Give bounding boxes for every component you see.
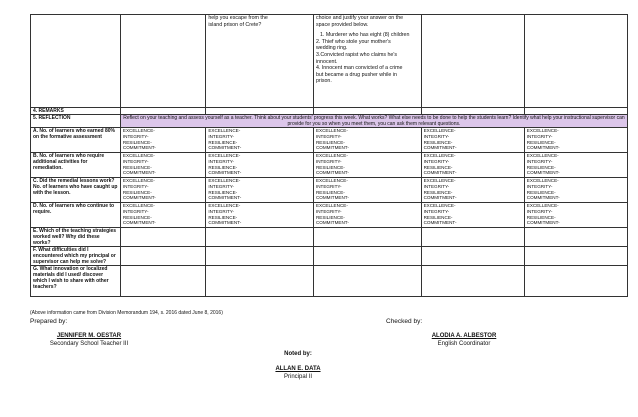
value-line: RESILIENCE-	[315, 214, 345, 220]
value-cell[interactable]	[313, 178, 421, 203]
value-line: RESILIENCE-	[423, 139, 453, 145]
day-cell	[206, 15, 314, 108]
answer-cell[interactable]	[206, 247, 314, 266]
value-line: EXCELLENCE-	[423, 178, 456, 183]
choice-item: innocent.	[315, 58, 338, 65]
value-line: RESILIENCE-	[315, 189, 345, 195]
value-cell[interactable]	[524, 128, 627, 153]
value-line: COMMITMENT-	[315, 170, 349, 176]
value-line: COMMITMENT-	[122, 145, 156, 151]
value-line: EXCELLENCE-	[122, 178, 155, 183]
dll-table	[30, 14, 628, 297]
value-line: RESILIENCE-	[423, 189, 453, 195]
answer-cell[interactable]	[120, 228, 205, 247]
value-line: INTEGRITY-	[122, 208, 149, 214]
reflection-row	[31, 115, 628, 128]
answer-cell[interactable]	[120, 247, 205, 266]
value-cell[interactable]	[206, 178, 314, 203]
value-line: COMMITMENT-	[423, 195, 457, 201]
prepared-by-label: Prepared by:	[30, 318, 68, 325]
value-line: RESILIENCE-	[208, 214, 238, 220]
value-line: COMMITMENT-	[526, 170, 560, 176]
checked-by-label: Checked by:	[386, 318, 423, 325]
value-line: INTEGRITY-	[208, 133, 234, 139]
value-line: INTEGRITY-	[526, 158, 553, 164]
checker-name: ALODIA A. ALBESTOR	[431, 333, 497, 339]
value-line: INTEGRITY-	[315, 183, 342, 189]
answer-cell[interactable]	[421, 247, 524, 266]
value-line: RESILIENCE-	[122, 164, 152, 170]
text-line: help you escape from the	[208, 15, 268, 21]
learner-count-row	[31, 128, 628, 153]
value-line: COMMITMENT-	[208, 170, 242, 176]
value-line: COMMITMENT-	[423, 170, 457, 176]
remarks-row	[31, 108, 628, 115]
choice-item: 1. Murderer who has eight (8) children	[319, 32, 410, 39]
remarks-label: 4. REMARKS	[31, 108, 121, 115]
value-line: INTEGRITY-	[423, 158, 450, 164]
value-line: COMMITMENT-	[208, 195, 242, 201]
value-cell[interactable]	[120, 203, 205, 228]
answer-cell[interactable]	[206, 266, 314, 297]
value-cell[interactable]	[120, 178, 205, 203]
value-cell[interactable]	[120, 128, 205, 153]
reflection-question-row	[31, 266, 628, 297]
value-line: INTEGRITY-	[423, 183, 450, 189]
choice-item: 2. Thief who stole your mother's	[315, 38, 391, 45]
value-line: EXCELLENCE-	[423, 203, 456, 208]
choice-item: prison.	[315, 78, 332, 85]
label-cell	[31, 15, 121, 108]
value-line: INTEGRITY-	[315, 133, 342, 139]
row-label: F. What difficulties did I encountered which my principal or supervisor can help me solve?	[31, 247, 121, 266]
answer-cell[interactable]	[421, 228, 524, 247]
value-line: EXCELLENCE-	[122, 128, 155, 133]
value-cell[interactable]	[206, 203, 314, 228]
value-line: RESILIENCE-	[122, 139, 152, 145]
noter-title: Principal II	[283, 374, 312, 380]
answer-cell[interactable]	[421, 266, 524, 297]
value-line: EXCELLENCE-	[315, 128, 348, 133]
day-cell	[421, 15, 524, 108]
choice-item: 3.Convicted rapist who claims he's	[315, 51, 398, 58]
day-cell	[524, 15, 627, 108]
day-cell	[206, 108, 314, 115]
learner-count-row	[31, 153, 628, 178]
row-label: B. No. of learners who require additional activities for remediation.	[31, 153, 121, 178]
value-line: COMMITMENT-	[526, 145, 560, 151]
value-line: RESILIENCE-	[423, 164, 453, 170]
value-cell[interactable]	[313, 128, 421, 153]
value-line: RESILIENCE-	[122, 214, 152, 220]
value-cell[interactable]	[313, 153, 421, 178]
value-cell[interactable]	[120, 153, 205, 178]
value-cell[interactable]	[421, 128, 524, 153]
value-line: INTEGRITY-	[208, 208, 234, 214]
value-line: RESILIENCE-	[208, 189, 238, 195]
value-line: COMMITMENT-	[208, 145, 242, 151]
value-line: RESILIENCE-	[526, 189, 556, 195]
value-line: COMMITMENT-	[315, 220, 349, 226]
value-line: RESILIENCE-	[122, 189, 152, 195]
value-line: EXCELLENCE-	[122, 203, 155, 208]
text-line: choice and justify your answer on the	[315, 15, 404, 21]
row-label: E. Which of the teaching strategies worked well? Why did these works?	[31, 228, 121, 247]
memo-note: (Above information came from Division Memorandum 194, s. 2016 dated June 8, 2016)	[30, 310, 223, 316]
day-cell	[313, 108, 421, 115]
reflection-instructions: Reflect on your teaching and assess yourself as a teacher. Think about your students' progress this week. What works? What else needs to be done to help the students learn? Identify what help your instructional supervisor can provide for you so when you meet them, you can ask them relevant questions.	[120, 115, 627, 128]
value-line: EXCELLENCE-	[208, 153, 241, 158]
value-line: RESILIENCE-	[423, 214, 453, 220]
value-line: RESILIENCE-	[526, 164, 556, 170]
row-label: G. What innovation or localized materials did I used/ discover which I wish to share with other teachers?	[31, 266, 121, 297]
learner-count-row	[31, 203, 628, 228]
value-line: COMMITMENT-	[122, 170, 156, 176]
value-line: COMMITMENT-	[208, 220, 242, 226]
text-line: space provided below.	[315, 21, 369, 28]
value-line: INTEGRITY-	[208, 158, 234, 164]
row-label: C. Did the remedial lessons work? No. of learners who have caught up with the lesson.	[31, 178, 121, 203]
procedure-continuation-row	[31, 15, 628, 108]
learner-count-row	[31, 178, 628, 203]
value-line: INTEGRITY-	[122, 133, 149, 139]
value-line: EXCELLENCE-	[122, 153, 155, 158]
value-line: RESILIENCE-	[208, 164, 238, 170]
value-line: EXCELLENCE-	[526, 203, 559, 208]
value-line: COMMITMENT-	[526, 195, 560, 201]
choice-item: 4. Innocent man convicted of a crime	[315, 65, 403, 72]
choice-item: wedding ring.	[315, 45, 348, 52]
value-cell[interactable]	[421, 178, 524, 203]
value-line: INTEGRITY-	[122, 183, 149, 189]
value-cell[interactable]	[524, 153, 627, 178]
value-line: COMMITMENT-	[526, 220, 560, 226]
value-line: INTEGRITY-	[423, 208, 450, 214]
value-line: EXCELLENCE-	[315, 153, 348, 158]
value-line: RESILIENCE-	[526, 214, 556, 220]
value-line: EXCELLENCE-	[526, 153, 559, 158]
answer-cell[interactable]	[120, 266, 205, 297]
learner-count-rows	[31, 128, 628, 228]
reflection-question-row	[31, 228, 628, 247]
value-cell[interactable]	[313, 203, 421, 228]
day-cell	[120, 108, 205, 115]
noter-name: ALLAN E. DATA	[275, 366, 321, 372]
value-cell[interactable]	[206, 153, 314, 178]
answer-cell[interactable]	[313, 247, 421, 266]
value-line: INTEGRITY-	[122, 158, 149, 164]
value-cell[interactable]	[524, 178, 627, 203]
text-line: island prison of Crete?	[208, 21, 262, 28]
value-cell[interactable]	[421, 153, 524, 178]
day-cell	[524, 108, 627, 115]
value-line: COMMITMENT-	[315, 145, 349, 151]
value-line: EXCELLENCE-	[526, 128, 559, 133]
noted-by-label: Noted by:	[284, 351, 312, 357]
value-line: EXCELLENCE-	[315, 203, 348, 208]
value-line: INTEGRITY-	[526, 183, 553, 189]
value-line: EXCELLENCE-	[315, 178, 348, 183]
reflection-question-rows	[31, 228, 628, 297]
answer-cell[interactable]	[313, 228, 421, 247]
preparer-name: JENNIFER M. OESTAR	[56, 333, 122, 339]
value-line: RESILIENCE-	[526, 139, 556, 145]
choice-item: but became a drug pusher while in	[315, 71, 397, 78]
value-cell[interactable]	[421, 203, 524, 228]
value-line: COMMITMENT-	[423, 220, 457, 226]
value-line: RESILIENCE-	[315, 164, 345, 170]
day-cell	[313, 15, 421, 108]
value-line: RESILIENCE-	[208, 139, 238, 145]
value-line: EXCELLENCE-	[208, 203, 241, 208]
value-cell[interactable]	[206, 128, 314, 153]
row-label: D. No. of learners who continue to require.	[31, 203, 121, 228]
row-label: A. No. of learners who earned 80% on the formative assessment	[31, 128, 121, 153]
value-line: COMMITMENT-	[122, 195, 156, 201]
value-line: EXCELLENCE-	[208, 128, 241, 133]
value-line: COMMITMENT-	[315, 195, 349, 201]
value-line: RESILIENCE-	[315, 139, 345, 145]
day-cell	[421, 108, 524, 115]
value-line: INTEGRITY-	[526, 133, 553, 139]
value-line: INTEGRITY-	[526, 208, 553, 214]
value-line: EXCELLENCE-	[208, 178, 241, 183]
value-line: EXCELLENCE-	[423, 153, 456, 158]
reflection-label: 5. REFLECTION	[31, 115, 121, 128]
reflection-question-row	[31, 247, 628, 266]
value-cell[interactable]	[524, 203, 627, 228]
preparer-title: Secondary School Teacher III	[49, 341, 129, 347]
value-line: INTEGRITY-	[315, 158, 342, 164]
answer-cell[interactable]	[313, 266, 421, 297]
day-cell	[120, 15, 205, 108]
value-line: COMMITMENT-	[423, 145, 457, 151]
value-line: INTEGRITY-	[315, 208, 342, 214]
value-line: EXCELLENCE-	[423, 128, 456, 133]
value-line: EXCELLENCE-	[526, 178, 559, 183]
checker-title: English Coordinator	[437, 341, 491, 347]
value-line: INTEGRITY-	[208, 183, 234, 189]
answer-cell[interactable]	[524, 247, 627, 266]
value-line: COMMITMENT-	[122, 220, 156, 226]
answer-cell[interactable]	[206, 228, 314, 247]
answer-cell[interactable]	[524, 228, 627, 247]
value-line: INTEGRITY-	[423, 133, 450, 139]
answer-cell[interactable]	[524, 266, 627, 297]
